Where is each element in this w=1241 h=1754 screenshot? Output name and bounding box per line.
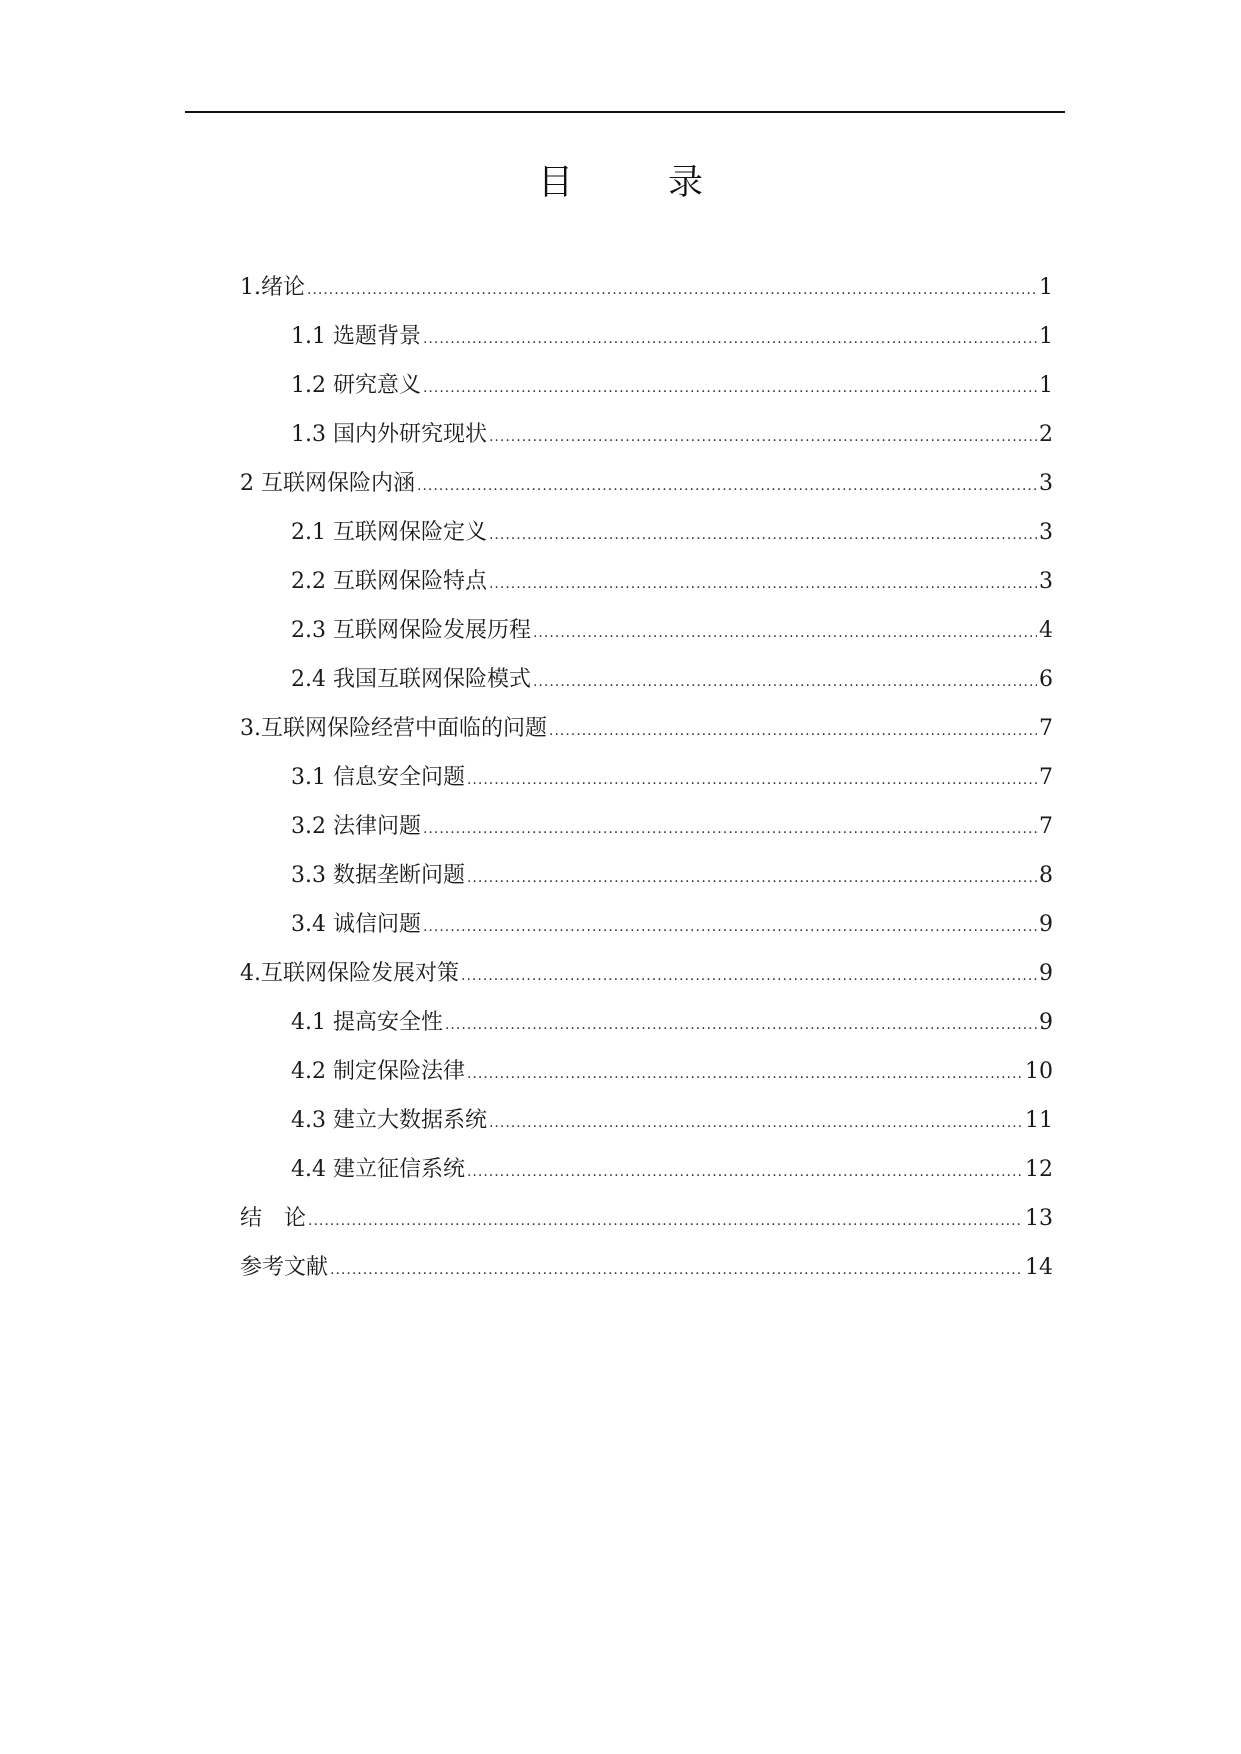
toc-entry-label: 2.3 互联网保险发展历程 [291,618,531,643]
toc-entry-label: 1.3 国内外研究现状 [291,422,487,447]
toc-entry[interactable] [240,958,1053,1007]
toc-entry[interactable] [240,1007,1053,1056]
toc-entry-page-number: 1 [1039,324,1053,349]
header-rule [185,111,1065,113]
toc-entry-page-number: 9 [1039,1010,1053,1035]
toc-entry[interactable] [240,1105,1053,1154]
toc-dot-leader [489,519,1037,551]
toc-entry-label: 参考文献 [240,1255,329,1280]
toc-entry-page-number: 3 [1039,569,1053,594]
toc-entry-page-number: 2 [1039,422,1053,447]
toc-entry-label: 2.4 我国互联网保险模式 [291,667,531,692]
toc-dot-leader [489,568,1037,600]
toc-dot-leader [445,1009,1037,1041]
toc-entry-page-number: 11 [1025,1108,1053,1133]
toc-entry-page-number: 1 [1039,275,1053,300]
toc-entry-page-number: 12 [1025,1157,1053,1182]
toc-entry-page-number: 7 [1039,814,1053,839]
toc-entry[interactable] [240,615,1053,664]
toc-entry-page-number: 1 [1039,373,1053,398]
toc-entry-label: 3.互联网保险经营中面临的问题 [240,716,547,741]
toc-dot-leader [423,323,1037,355]
toc-entry[interactable] [240,272,1053,321]
toc-entry-label: 2.1 互联网保险定义 [291,520,487,545]
toc-dot-leader [467,862,1037,894]
toc-entry[interactable] [240,762,1053,811]
toc-dot-leader [461,960,1037,992]
toc-entry[interactable] [240,419,1053,468]
toc-entry-label: 结 论 [240,1206,307,1231]
toc-entry-label: 4.互联网保险发展对策 [240,961,459,986]
toc-entry-page-number: 3 [1039,520,1053,545]
toc-entry[interactable] [240,566,1053,615]
table-of-contents [240,272,1053,1301]
toc-entry-label: 1.绪论 [240,275,305,300]
toc-entry-page-number: 3 [1039,471,1053,496]
toc-entry-page-number: 14 [1025,1255,1053,1280]
toc-entry[interactable] [240,517,1053,566]
toc-entry[interactable] [240,321,1053,370]
toc-dot-leader [533,666,1037,698]
toc-entry[interactable] [240,664,1053,713]
toc-entry-label: 2 互联网保险内涵 [240,471,415,496]
toc-dot-leader [489,421,1037,453]
toc-entry-label: 3.1 信息安全问题 [291,765,465,790]
toc-entry-page-number: 6 [1039,667,1053,692]
toc-entry[interactable] [240,909,1053,958]
toc-entry-page-number: 9 [1039,912,1053,937]
toc-entry[interactable] [240,811,1053,860]
toc-dot-leader [330,1254,1023,1286]
toc-dot-leader [533,617,1037,649]
toc-entry[interactable] [240,468,1053,517]
toc-dot-leader [417,470,1037,502]
toc-entry-page-number: 13 [1025,1206,1053,1231]
toc-entry-label: 4.1 提高安全性 [291,1010,443,1035]
toc-dot-leader [423,813,1037,845]
toc-entry[interactable] [240,860,1053,909]
toc-entry-label: 1.1 选题背景 [291,324,421,349]
toc-dot-leader [423,911,1037,943]
toc-entry-page-number: 8 [1039,863,1053,888]
toc-dot-leader [467,1058,1023,1090]
toc-entry[interactable] [240,713,1053,762]
toc-entry-label: 4.4 建立征信系统 [291,1157,465,1182]
toc-dot-leader [307,274,1037,306]
toc-entry-label: 3.3 数据垄断问题 [291,863,465,888]
toc-entry-page-number: 9 [1039,961,1053,986]
toc-dot-leader [489,1107,1023,1139]
page-title: 目 录 [537,163,733,203]
toc-entry[interactable] [240,1154,1053,1203]
toc-entry-label: 1.2 研究意义 [291,373,421,398]
toc-entry[interactable] [240,1056,1053,1105]
toc-dot-leader [549,715,1037,747]
toc-entry-page-number: 7 [1039,765,1053,790]
toc-entry-page-number: 10 [1025,1059,1053,1084]
toc-entry[interactable] [240,370,1053,419]
toc-entry-page-number: 7 [1039,716,1053,741]
toc-entry[interactable] [240,1252,1053,1301]
toc-entry-label: 3.4 诚信问题 [291,912,421,937]
toc-dot-leader [467,764,1037,796]
toc-entry-label: 3.2 法律问题 [291,814,421,839]
toc-entry[interactable] [240,1203,1053,1252]
toc-entry-label: 2.2 互联网保险特点 [291,569,487,594]
toc-entry-page-number: 4 [1039,618,1053,643]
toc-dot-leader [308,1205,1023,1237]
toc-entry-label: 4.3 建立大数据系统 [291,1108,487,1133]
toc-dot-leader [423,372,1037,404]
toc-entry-label: 4.2 制定保险法律 [291,1059,465,1084]
toc-dot-leader [467,1156,1023,1188]
